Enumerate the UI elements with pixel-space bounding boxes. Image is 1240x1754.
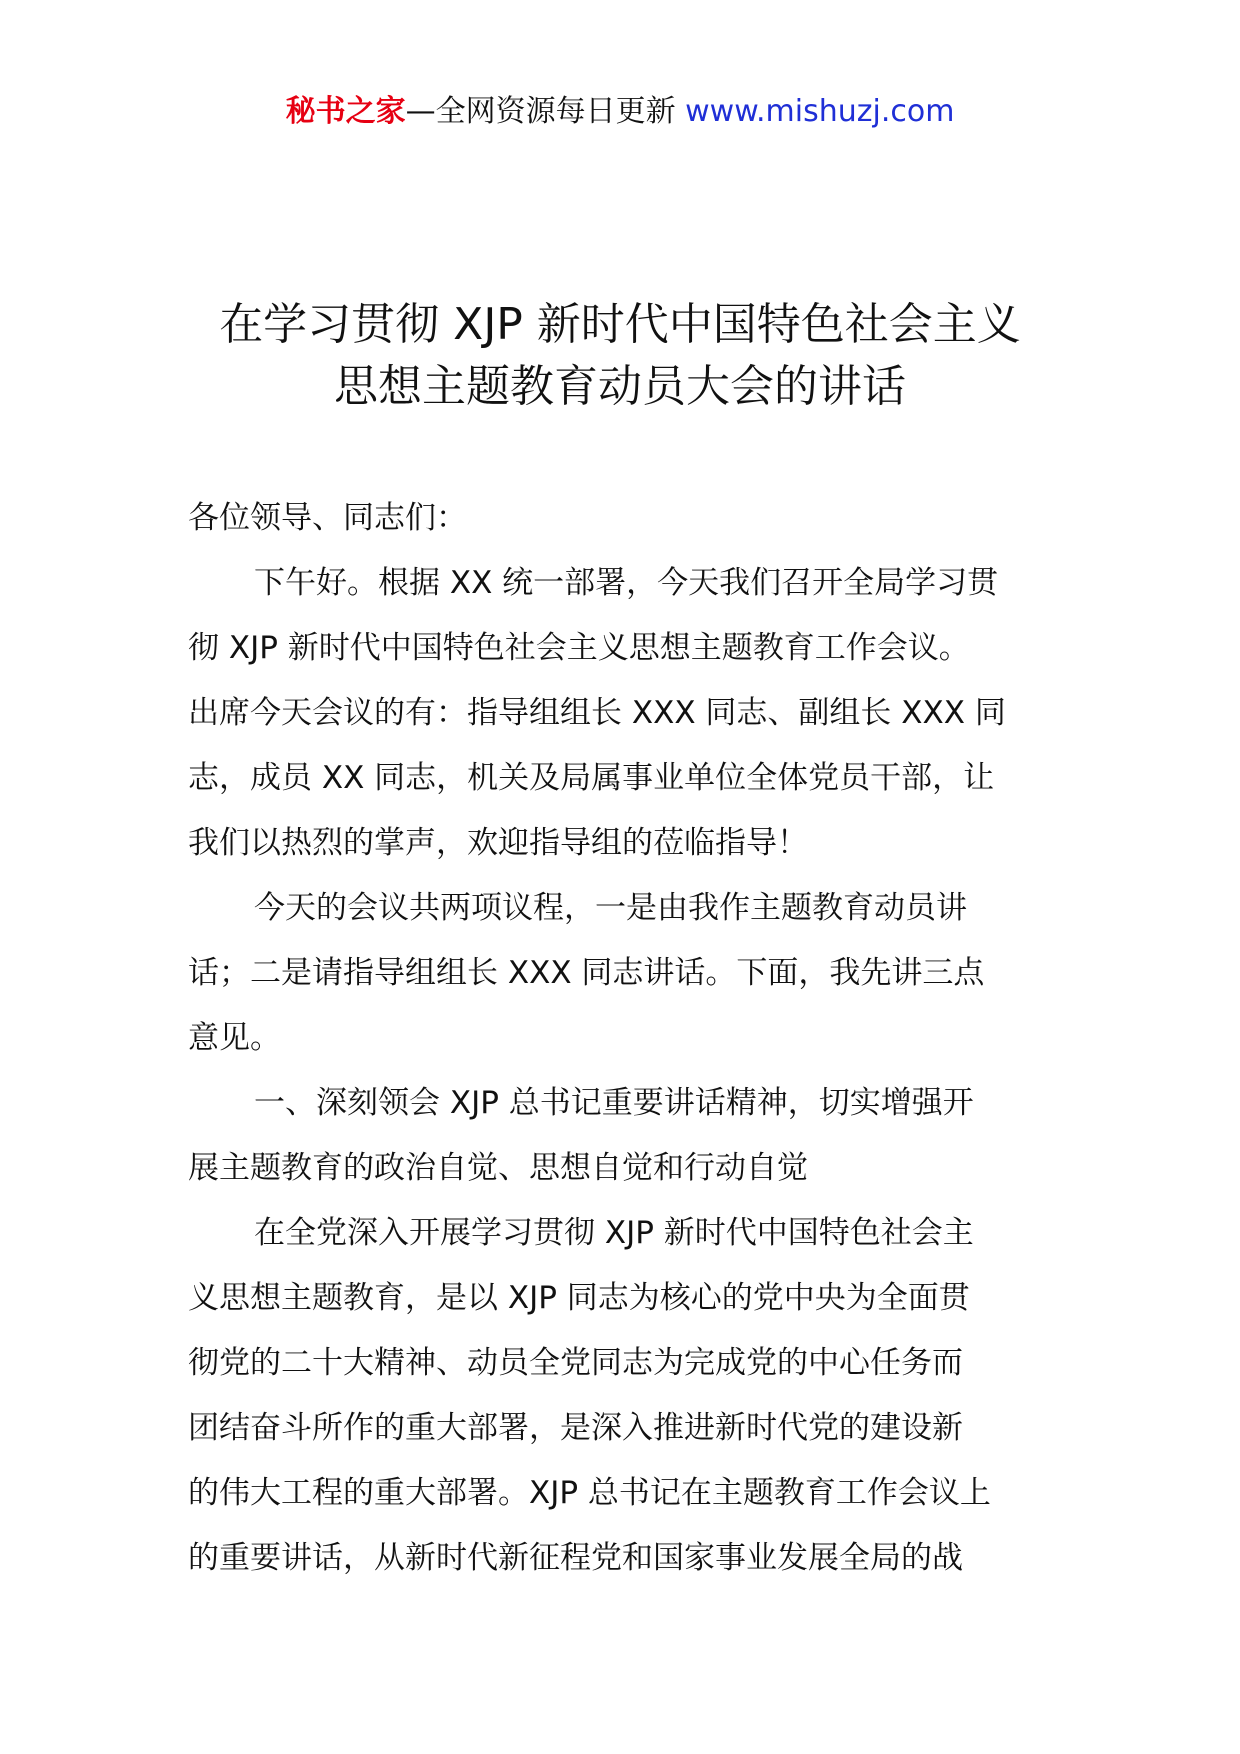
body-line: 在全党深入开展学习贯彻 XJP 新时代中国特色社会主 [254,1215,974,1251]
body-line: 彻 XJP 新时代中国特色社会主义思想主题教育工作会议。 [188,630,970,666]
header-slogan: —全网资源每日更新 [405,94,686,129]
body-line: 下午好。根据 XX 统一部署，今天我们召开全局学习贯 [254,565,999,601]
site-url-link[interactable]: www.mishuzj.com [685,94,955,129]
body-line: 彻党的二十大精神、动员全党同志为完成党的中心任务而 [188,1345,963,1381]
body-line: 我们以热烈的掌声，欢迎指导组的莅临指导！ [188,825,808,861]
body-line: 的重要讲话，从新时代新征程党和国家事业发展全局的战 [188,1540,963,1576]
body-line: 义思想主题教育，是以 XJP 同志为核心的党中央为全面贯 [188,1280,970,1316]
body-line: 团结奋斗所作的重大部署，是深入推进新时代党的建设新 [188,1410,963,1446]
title-line-1: 在学习贯彻 XJP 新时代中国特色社会主义 [219,299,1021,350]
document-body [188,486,1068,1591]
section-heading-line: 一、深刻领会 XJP 总书记重要讲话精神，切实增强开 [254,1085,974,1121]
body-line: 志，成员 XX 同志，机关及局属事业单位全体党员干部，让 [188,760,995,796]
section-heading-line: 展主题教育的政治自觉、思想自觉和行动自觉 [188,1150,808,1186]
body-line: 今天的会议共两项议程，一是由我作主题教育动员讲 [254,890,967,926]
document-title [150,294,1090,418]
site-header [0,92,1240,132]
body-line: 的伟大工程的重大部署。XJP 总书记在主题教育工作会议上 [188,1475,991,1511]
title-line-2: 思想主题教育动员大会的讲话 [334,361,906,412]
salutation: 各位领导、同志们： [188,500,467,536]
body-line: 意见。 [188,1020,281,1056]
body-line: 出席今天会议的有：指导组组长 XXX 同志、副组长 XXX 同 [188,695,1006,731]
brand-name: 秘书之家 [285,94,406,129]
body-line: 话；二是请指导组组长 XXX 同志讲话。下面，我先讲三点 [188,955,985,991]
